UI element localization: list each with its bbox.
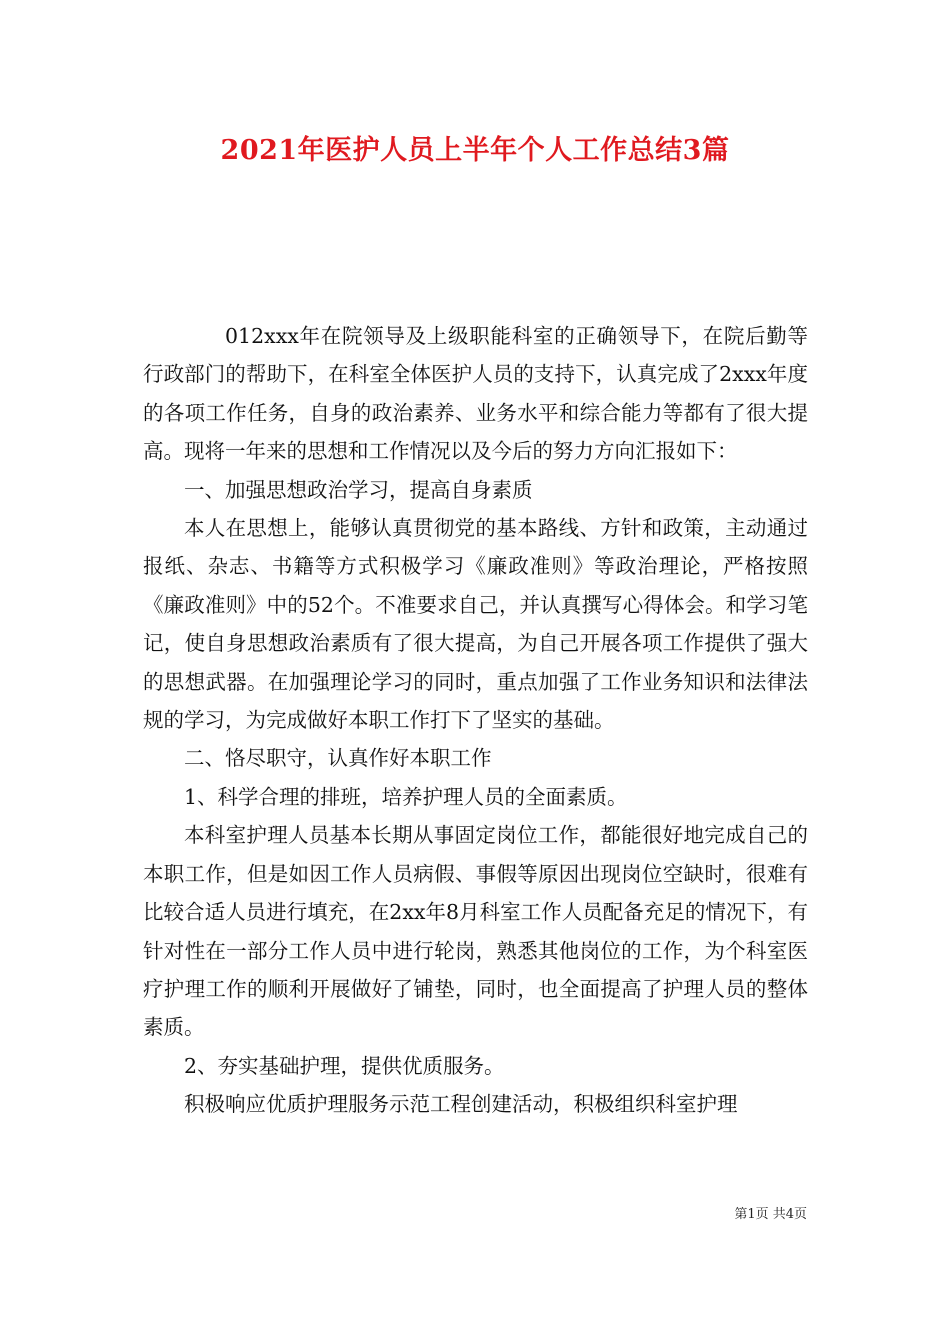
section-heading-2: 二、恪尽职守，认真作好本职工作	[184, 746, 492, 771]
paragraph-intro: 012xxx年在院领导及上级职能科室的正确领导下，在院后勤等行政部门的帮助下，在科室全体医护人员的支持下，认真完成了2xxx年度的各项工作任务，自身的政治素养、业务水平和综合能力等都有了很大提高。现将一年来的思想和工作情况以及今后的努力方向汇报如下：	[143, 324, 808, 464]
page-number: 第1页 共4页	[734, 1207, 807, 1222]
paragraph-2-1: 本科室护理人员基本长期从事固定岗位工作，都能很好地完成自己的本职工作，但是如因工作人员病假、事假等原因出现岗位空缺时，很难有比较合适人员进行填充，在2xx年8月科室工作人员配备充足的情况下，有针对性在一部分工作人员中进行轮岗，熟悉其他岗位的工作，为个科室医疗护理工作的顺利开展做好了铺垫，同时，也全面提高了护理人员的整体素质。	[143, 823, 808, 1040]
subheading-2-1: 1、科学合理的排班，培养护理人员的全面素质。	[184, 784, 628, 809]
subheading-2-2: 2、夯实基础护理，提供优质服务。	[184, 1053, 505, 1078]
paragraph-section-1: 本人在思想上，能够认真贯彻党的基本路线、方针和政策，主动通过报纸、杂志、书籍等方式积极学习《廉政准则》等政治理论，严格按照《廉政准则》中的52个。不准要求自己，并认真撰写心得体会。和学习笔记，使自身思想政治素质有了很大提高，为自己开展各项工作提供了强大的思想武器。在加强理论学习的同时，重点加强了工作业务知识和法律法规的学习，为完成做好本职工作打下了坚实的基础。	[143, 516, 808, 733]
document-body	[143, 317, 808, 1124]
document-title: 2021年医护人员上半年个人工作总结3篇	[220, 135, 730, 166]
paragraph-2-2: 积极响应优质护理服务示范工程创建活动，积极组织科室护理	[184, 1092, 738, 1117]
section-heading-1: 一、加强思想政治学习，提高自身素质	[184, 477, 533, 502]
